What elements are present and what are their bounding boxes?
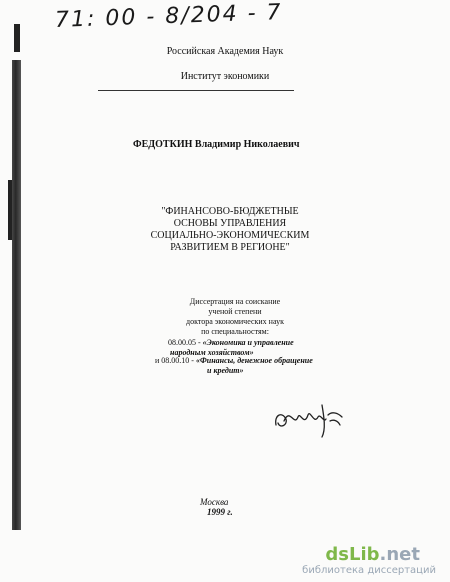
specialty-2-name-cont: и кредит» [207, 366, 244, 375]
specialty-1-name: «Экономика и управление [202, 338, 294, 347]
header-divider [98, 90, 294, 91]
organization-academy: Российская Академия Наук [166, 46, 284, 57]
title-line: СОЦИАЛЬНО-ЭКОНОМИЧЕСКИМ [150, 230, 310, 241]
title-line: ОСНОВЫ УПРАВЛЕНИЯ [173, 218, 287, 229]
title-line: РАЗВИТИЕМ В РЕГИОНЕ" [170, 242, 290, 253]
specialty-1 [168, 338, 294, 358]
dissertation-title [140, 206, 320, 254]
description-line: ученой степени [208, 307, 262, 316]
scan-binding-shadow [12, 60, 21, 530]
description-line: Диссертация на соискание [189, 297, 281, 306]
watermark-logo [325, 544, 420, 565]
scan-binding-shadow-2 [8, 180, 12, 240]
handwritten-registry-code: 71: 00 - 8/204 - 7 [54, 0, 284, 33]
dissertation-description [150, 297, 320, 337]
year: 1999 г. [207, 507, 233, 517]
description-line: доктора экономических наук [186, 317, 284, 326]
specialty-2-code: и 08.00.10 - [155, 356, 196, 365]
specialty-2 [155, 356, 313, 376]
watermark-logo-tld: .net [379, 544, 420, 565]
specialty-1-name-cont: народным хозяйством» [170, 348, 254, 357]
specialty-1-code: 08.00.05 - [168, 338, 203, 347]
signature-image [272, 397, 346, 439]
title-line: "ФИНАНСОВО-БЮДЖЕТНЫЕ [161, 206, 299, 217]
watermark-subtitle: библиотека диссертаций [302, 565, 436, 576]
author-name: ФЕДОТКИН Владимир Николаевич [133, 139, 300, 150]
organization-institute: Институт экономики [180, 71, 270, 82]
description-line: по специальностям: [201, 327, 269, 336]
city: Москва [200, 497, 229, 507]
watermark-logo-main: dsLib [325, 544, 380, 565]
specialty-2-name: «Финансы, денежное обращение [195, 356, 313, 365]
